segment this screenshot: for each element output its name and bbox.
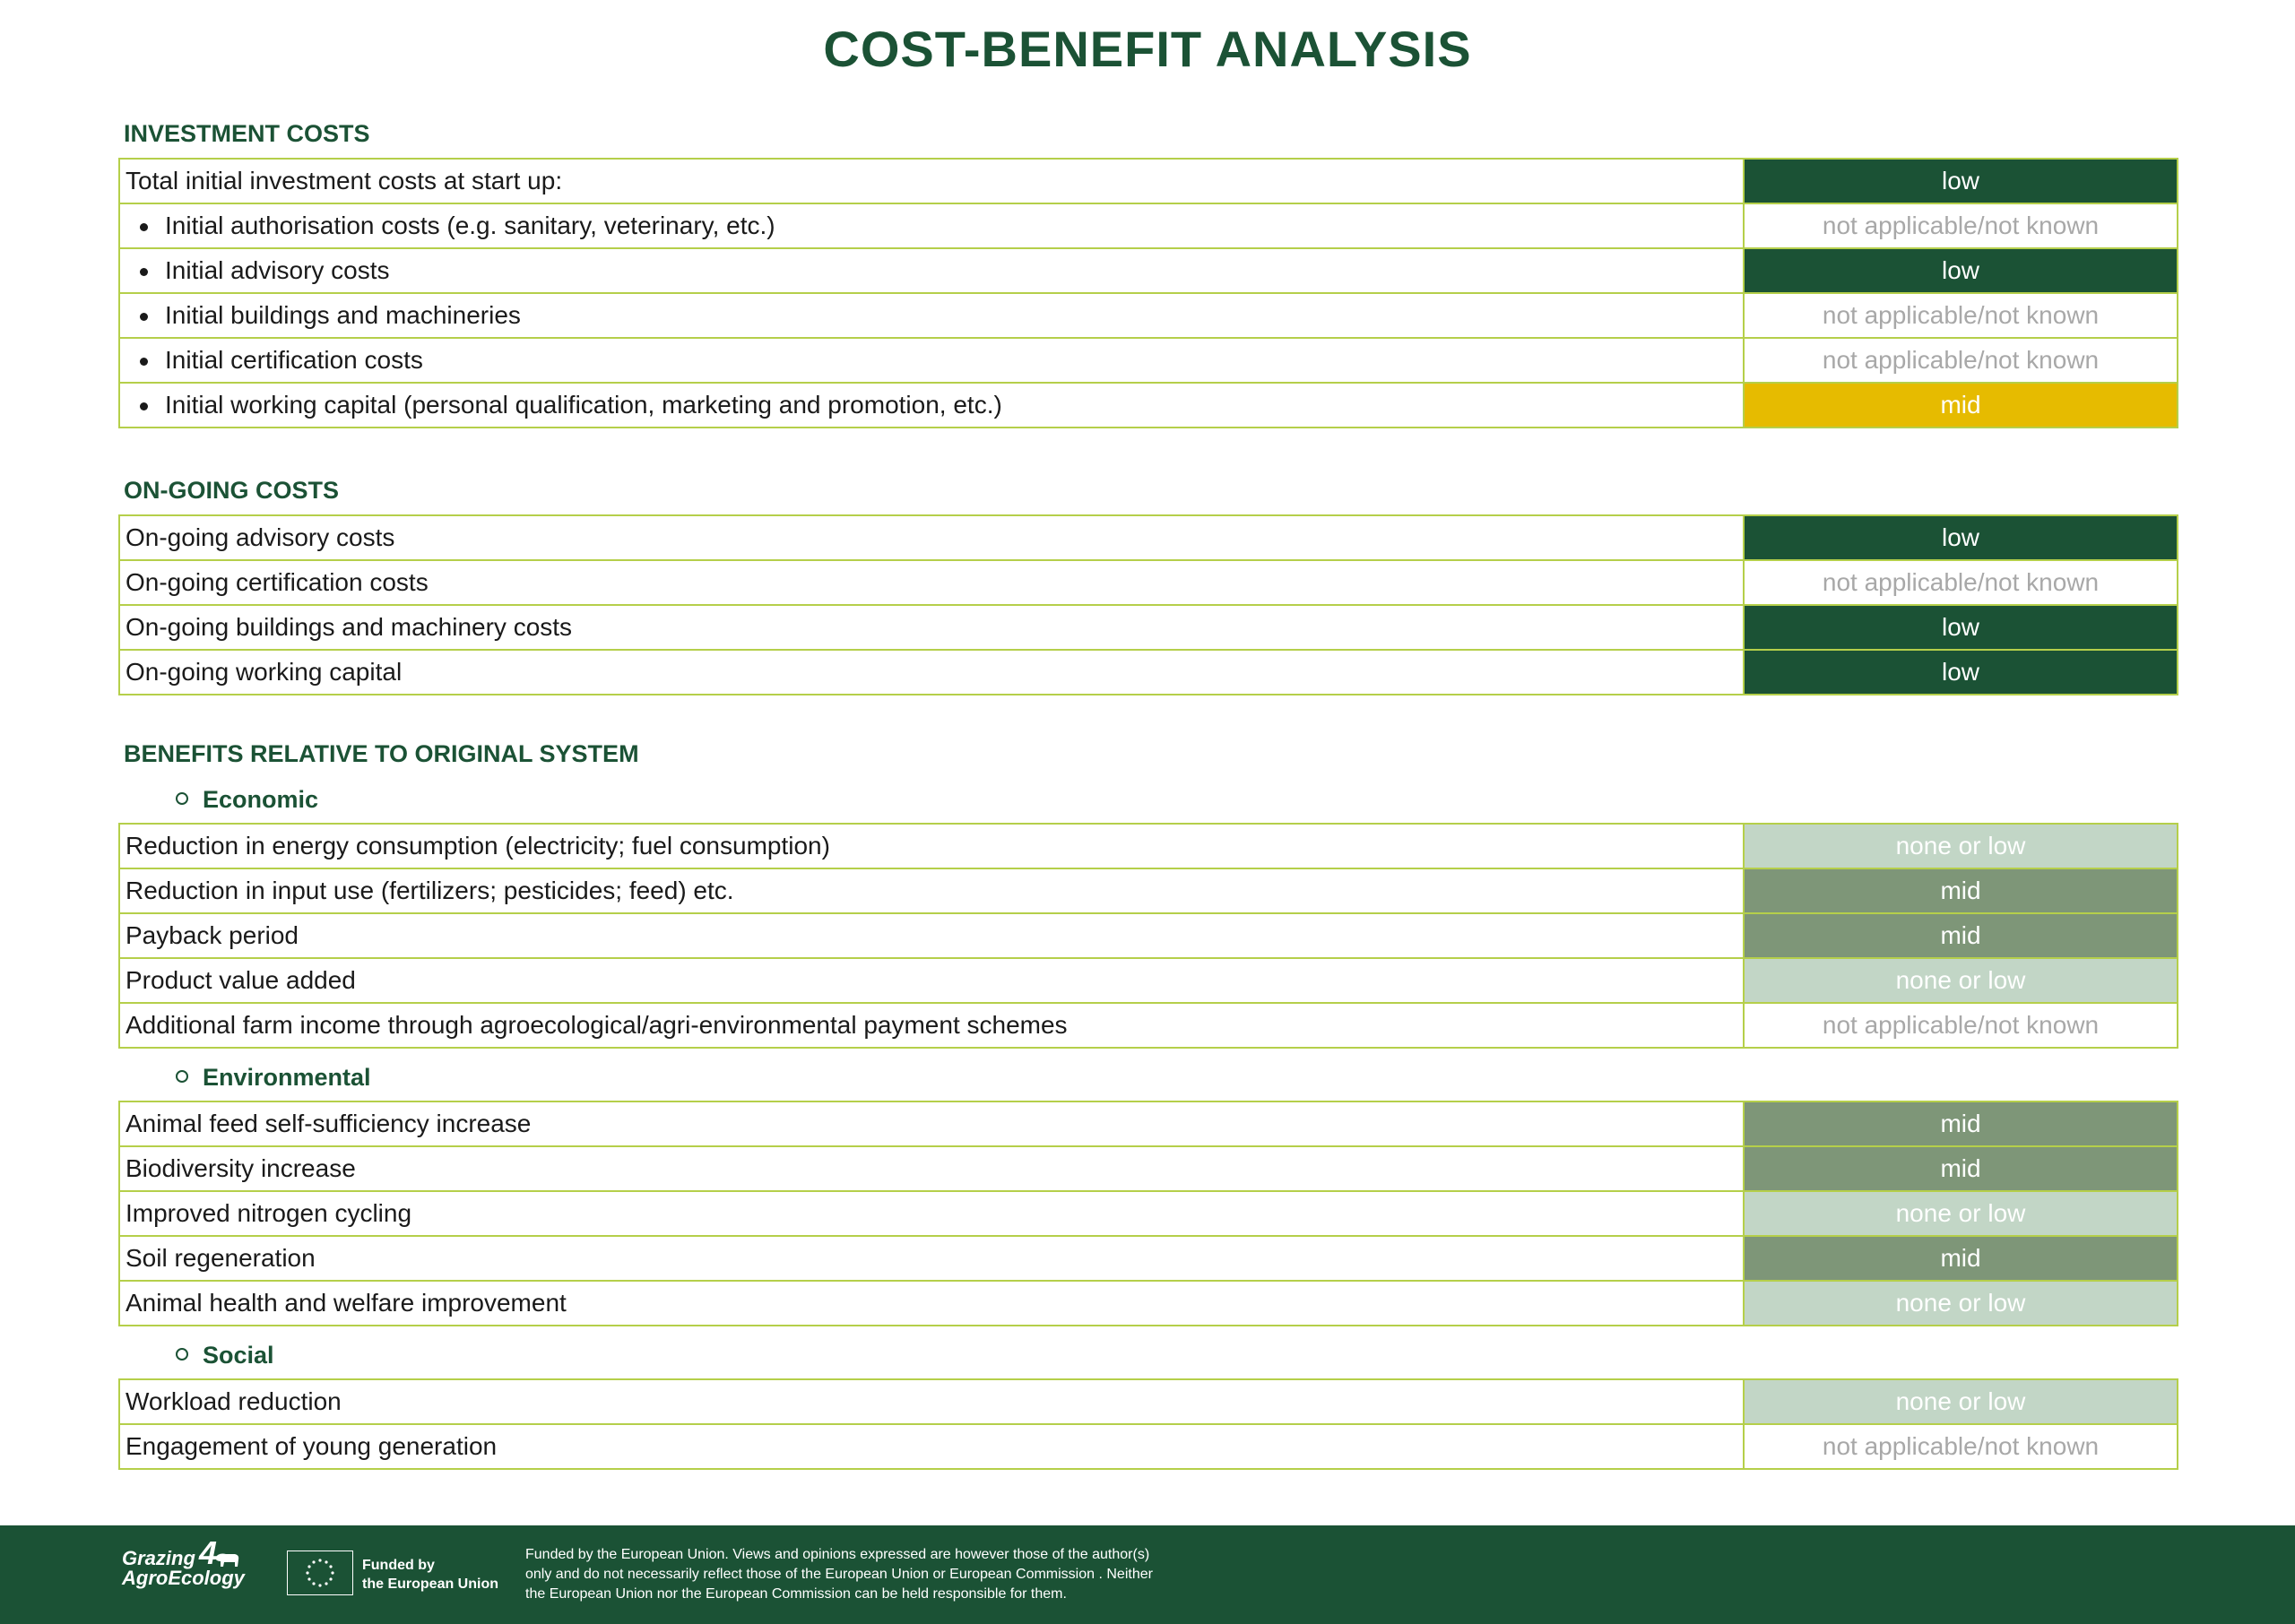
- row-label: Additional farm income through agroecological/agri-environmental payment schemes: [119, 1003, 1744, 1048]
- eu-flag-icon: [287, 1551, 353, 1595]
- rating-cell: mid: [1744, 1236, 2178, 1281]
- eu-line1: Funded by: [362, 1558, 435, 1573]
- circle-bullet-icon: [176, 1348, 188, 1361]
- rating-cell: low: [1744, 159, 2178, 203]
- rating-cell: not applicable/not known: [1744, 1003, 2178, 1048]
- rating-cell: not applicable/not known: [1744, 1424, 2178, 1469]
- table-row: [119, 159, 2178, 203]
- circle-bullet-icon: [176, 1070, 188, 1083]
- benefits-heading: BENEFITS RELATIVE TO ORIGINAL SYSTEM: [124, 740, 639, 767]
- disclaimer-line: Funded by the European Union. Views and opinions expressed are however those of the author(s): [525, 1547, 1150, 1562]
- rating-cell: low: [1744, 650, 2178, 695]
- row-label: Initial certification costs: [119, 338, 1744, 383]
- table-row: [119, 1236, 2178, 1281]
- row-label: Initial authorisation costs (e.g. sanitary, veterinary, etc.): [119, 203, 1744, 248]
- row-label: Reduction in energy consumption (electricity; fuel consumption): [119, 824, 1744, 868]
- economic-subheading-label: Economic: [203, 786, 319, 813]
- table-row: [119, 1281, 2178, 1326]
- row-label: Payback period: [119, 913, 1744, 958]
- table-row: [119, 868, 2178, 913]
- rating-cell: none or low: [1744, 824, 2178, 868]
- eu-line2: the European Union: [362, 1576, 498, 1592]
- rating-cell: mid: [1744, 868, 2178, 913]
- row-label: Reduction in input use (fertilizers; pesticides; feed) etc.: [119, 868, 1744, 913]
- row-label: Animal feed self-sufficiency increase: [119, 1101, 1744, 1146]
- environmental-subheading: [176, 1064, 371, 1092]
- circle-bullet-icon: [176, 792, 188, 805]
- row-label: Initial buildings and machineries: [119, 293, 1744, 338]
- economic-benefits-table: [118, 823, 2178, 1049]
- grazing4agroecology-logo: [122, 1534, 245, 1589]
- table-row: [119, 1424, 2178, 1469]
- rating-cell: none or low: [1744, 1379, 2178, 1424]
- cow-icon: [213, 1551, 240, 1570]
- ongoing-costs-heading: ON-GOING COSTS: [124, 477, 340, 504]
- rating-cell: not applicable/not known: [1744, 203, 2178, 248]
- rating-cell: not applicable/not known: [1744, 560, 2178, 605]
- row-label: Product value added: [119, 958, 1744, 1003]
- table-row: [119, 293, 2178, 338]
- disclaimer-line: the European Union nor the European Commission can be held responsible for them.: [525, 1586, 1067, 1602]
- social-subheading-label: Social: [203, 1342, 274, 1369]
- table-row: [119, 913, 2178, 958]
- page-title: COST-BENEFIT ANALYSIS: [823, 21, 1472, 77]
- social-subheading: [176, 1342, 274, 1369]
- investment-costs-heading: INVESTMENT COSTS: [124, 120, 370, 147]
- rating-cell: mid: [1744, 383, 2178, 428]
- social-benefits-table: [118, 1378, 2178, 1470]
- logo-number: 4: [199, 1534, 218, 1571]
- row-label: Biodiversity increase: [119, 1146, 1744, 1191]
- economic-subheading: [176, 786, 318, 814]
- logo-line1: Grazing: [122, 1547, 195, 1569]
- row-label: Initial working capital (personal qualification, marketing and promotion, etc.): [119, 383, 1744, 428]
- table-row: [119, 1146, 2178, 1191]
- rating-cell: none or low: [1744, 1191, 2178, 1236]
- table-row: [119, 1101, 2178, 1146]
- table-row: [119, 958, 2178, 1003]
- logo-line2: AgroEcology: [122, 1567, 245, 1589]
- table-row: [119, 650, 2178, 695]
- rating-cell: mid: [1744, 913, 2178, 958]
- rating-cell: not applicable/not known: [1744, 338, 2178, 383]
- rating-cell: mid: [1744, 1146, 2178, 1191]
- table-row: [119, 1379, 2178, 1424]
- rating-cell: low: [1744, 515, 2178, 560]
- row-label: On-going advisory costs: [119, 515, 1744, 560]
- table-row: [119, 560, 2178, 605]
- table-row: [119, 383, 2178, 428]
- rating-cell: not applicable/not known: [1744, 293, 2178, 338]
- ongoing-costs-table: [118, 514, 2178, 695]
- eu-funding-label: [362, 1556, 498, 1594]
- investment-costs-table: [118, 158, 2178, 428]
- table-row: [119, 338, 2178, 383]
- table-row: [119, 824, 2178, 868]
- row-label: On-going working capital: [119, 650, 1744, 695]
- table-row: [119, 1003, 2178, 1048]
- footer-bar: [0, 1525, 2295, 1624]
- rating-cell: mid: [1744, 1101, 2178, 1146]
- table-row: [119, 248, 2178, 293]
- environmental-benefits-table: [118, 1101, 2178, 1326]
- row-label: Animal health and welfare improvement: [119, 1281, 1744, 1326]
- row-label: Engagement of young generation: [119, 1424, 1744, 1469]
- eu-disclaimer: [525, 1545, 1260, 1604]
- row-label: On-going certification costs: [119, 560, 1744, 605]
- row-label: Improved nitrogen cycling: [119, 1191, 1744, 1236]
- row-label: Workload reduction: [119, 1379, 1744, 1424]
- table-row: [119, 1191, 2178, 1236]
- table-row: [119, 203, 2178, 248]
- rating-cell: none or low: [1744, 1281, 2178, 1326]
- table-row: [119, 515, 2178, 560]
- row-label: Soil regeneration: [119, 1236, 1744, 1281]
- row-label: Total initial investment costs at start up:: [119, 159, 1744, 203]
- row-label: On-going buildings and machinery costs: [119, 605, 1744, 650]
- environmental-subheading-label: Environmental: [203, 1064, 371, 1091]
- rating-cell: none or low: [1744, 958, 2178, 1003]
- rating-cell: low: [1744, 605, 2178, 650]
- table-row: [119, 605, 2178, 650]
- rating-cell: low: [1744, 248, 2178, 293]
- disclaimer-line: only and do not necessarily reflect those of the European Union or European Commission . Neither: [525, 1567, 1153, 1582]
- row-label: Initial advisory costs: [119, 248, 1744, 293]
